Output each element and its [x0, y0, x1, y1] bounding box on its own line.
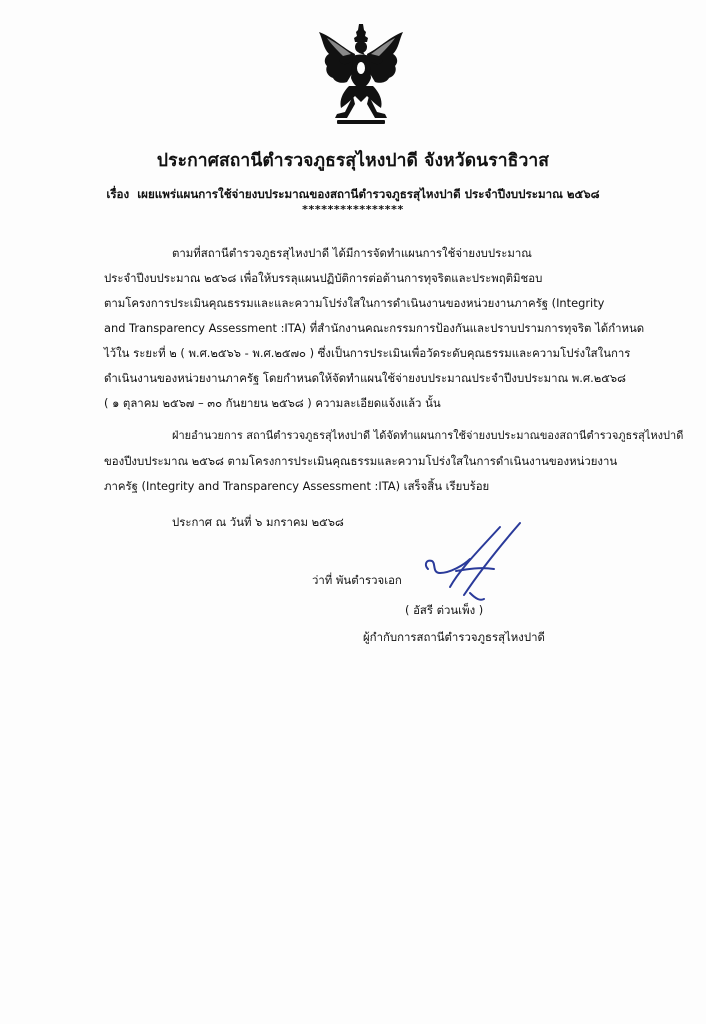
signer-rank: ว่าที่ พันตำรวจเอก — [312, 573, 402, 587]
paragraph-2-line-1: ฝ่ายอำนวยการ สถานีตำรวจภูธรสุไหงปาดี ได้จัดทำแผนการใช้จ่ายงบประมาณของสถานีตำรวจภูธรสุไหงปาดี — [172, 429, 684, 442]
subject-label: เรื่อง — [106, 187, 130, 201]
announce-date: ประกาศ ณ วันที่ ๖ มกราคม ๒๕๖๘ — [172, 515, 344, 529]
paragraph-2-line-3: ภาครัฐ (Integrity and Transparency Assessment :ITA) เสร็จสิ้น เรียบร้อย — [104, 479, 490, 493]
subject-text: เผยแพร่แผนการใช้จ่ายงบประมาณของสถานีตำรวจภูธรสุไหงปาดี ประจำปีงบประมาณ ๒๕๖๘ — [137, 187, 600, 201]
signer-name: ( อัสรี ต่วนเพ็ง ) — [405, 603, 484, 617]
paragraph-2-line-2: ของปีงบประมาณ ๒๕๖๘ ตามโครงการประเมินคุณธรรมและความโปร่งใสในการดำเนินงานของหน่วยงาน — [104, 454, 618, 468]
paragraph-1-line-4: and Transparency Assessment :ITA) ที่สำนักงานคณะกรรมการป้องกันและปราบปรามการทุจริต ได้กำหนด — [104, 321, 645, 335]
document-title: ประกาศสถานีตำรวจภูธรสุไหงปาดี จังหวัดนราธิวาส — [156, 151, 550, 171]
separator: **************** — [302, 203, 404, 216]
garuda-emblem-icon — [313, 22, 409, 126]
signer-position: ผู้กำกับการสถานีตำรวจภูธรสุไหงปาดี — [363, 630, 545, 644]
paragraph-1-line-7: ( ๑ ตุลาคม ๒๕๖๗ – ๓๐ กันยายน ๒๕๖๘ ) ความละเอียดแจ้งแล้ว นั้น — [104, 396, 441, 410]
subject-line — [0, 186, 706, 204]
handwritten-signature — [420, 519, 528, 615]
paragraph-1-line-2: ประจำปีงบประมาณ ๒๕๖๘ เพื่อให้บรรลุแผนปฏิบัติการต่อต้านการทุจริตและประพฤติมิชอบ — [104, 271, 543, 285]
paragraph-1-line-3: ตามโครงการประเมินคุณธรรมและและความโปร่งใสในการดำเนินงานของหน่วยงานภาครัฐ (Integrity — [104, 296, 605, 310]
paragraph-1-line-1: ตามที่สถานีตำรวจภูธรสุไหงปาดี ได้มีการจัดทำแผนการใช้จ่ายงบประมาณ — [172, 246, 532, 260]
paragraph-1-line-5: ไว้ใน ระยะที่ ๒ ( พ.ศ.๒๕๖๖ - พ.ศ.๒๕๗๐ ) ซึ่งเป็นการประเมินเพื่อวัดระดับคุณธรรมและความโปร่งใสในการ — [104, 346, 631, 360]
paragraph-1-line-6: ดำเนินงานของหน่วยงานภาครัฐ โดยกำหนดให้จัดทำแผนใช้จ่ายงบประมาณประจำปีงบประมาณ พ.ศ.๒๕๖๘ — [104, 371, 626, 385]
